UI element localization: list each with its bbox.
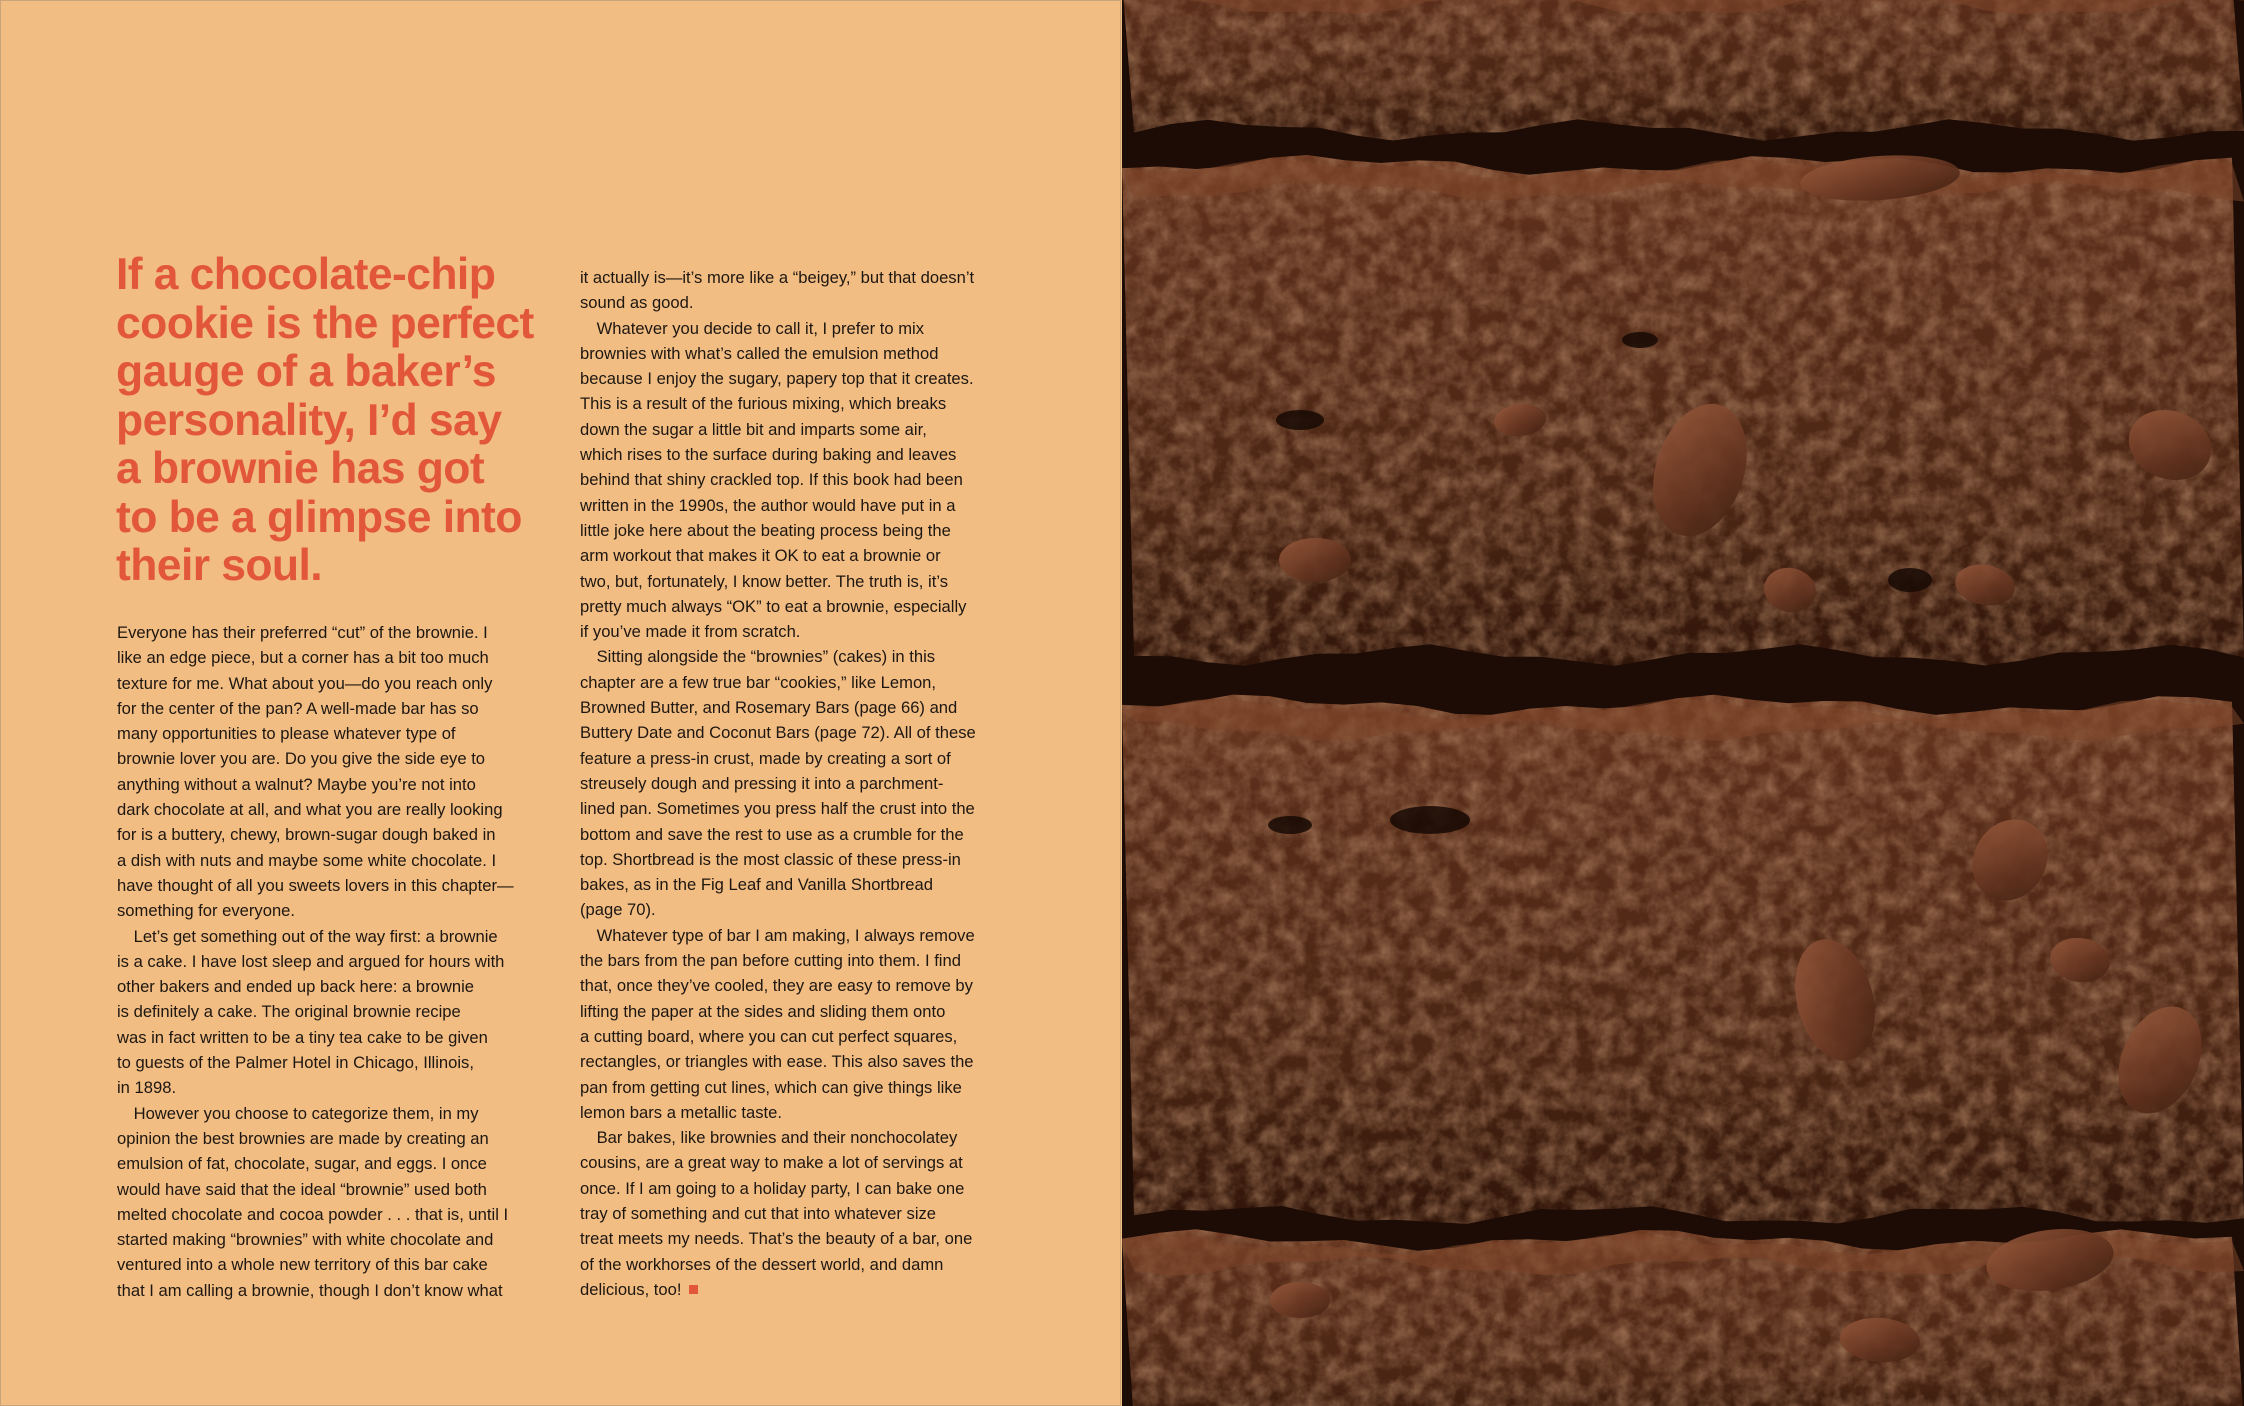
body-text-line: lemon bars a metallic taste. (580, 1102, 782, 1122)
body-text-line: written in the 1990s, the author would have put in a (580, 495, 956, 515)
body-text-line: little joke here about the beating process being the (580, 520, 951, 540)
headline-line: to be a glimpse into (116, 492, 522, 542)
body-text-line: Buttery Date and Coconut Bars (page 72). All of these (580, 723, 976, 743)
body-text-line: was in fact written to be a tiny tea cake to be given (117, 1027, 488, 1047)
body-text-line: many opportunities to please whatever type of (117, 724, 456, 744)
pull-quote-headline (116, 251, 556, 591)
body-text-line: bottom and save the rest to use as a crumble for the (580, 824, 964, 844)
body-text-line: pretty much always “OK” to eat a brownie, especially (580, 596, 967, 616)
body-text-line: have thought of all you sweets lovers in this chapter— (117, 875, 514, 895)
body-column-2 (580, 265, 1010, 1302)
body-text-line: This is a result of the furious mixing, which breaks (580, 394, 947, 414)
body-text-line: Bar bakes, like brownies and their nonchocolatey (580, 1128, 958, 1148)
body-text-line: behind that shiny crackled top. If this book had been (580, 470, 963, 490)
body-text-line: that I am calling a brownie, though I don’t know what (117, 1280, 503, 1300)
body-text-line: sound as good. (580, 293, 694, 313)
body-text-line: dark chocolate at all, and what you are really looking (117, 800, 503, 820)
body-text-line: the bars from the pan before cutting into them. I find (580, 951, 961, 971)
headline-line: gauge of a baker’s (116, 347, 496, 396)
body-text-line: top. Shortbread is the most classic of these press-in (580, 849, 961, 869)
body-text-line: which rises to the surface during baking and leaves (580, 445, 957, 465)
text-page (0, 0, 1121, 1406)
body-text-line: in 1898. (117, 1078, 177, 1098)
crumb-air-pocket (1390, 806, 1470, 834)
body-text-line: because I enjoy the sugary, papery top that it creates. (580, 369, 974, 389)
body-text-line: lined pan. Sometimes you press half the crust into the (580, 799, 975, 819)
body-text-line: it actually is—it’s more like a “beigey,” but that doesn’t (580, 268, 975, 287)
body-text-line: would have said that the ideal “brownie” used both (117, 1179, 487, 1199)
body-text-line: treat meets my needs. That’s the beauty of a bar, one (580, 1229, 973, 1249)
body-text-line: streusely dough and pressing it into a parchment- (580, 773, 944, 793)
body-text-line: a cutting board, where you can cut perfect squares, (580, 1026, 958, 1046)
body-text-line: arm workout that makes it OK to eat a brownie or (580, 546, 941, 566)
headline-line: cookie is the perfect (116, 298, 534, 348)
body-text-line: for is a buttery, chewy, brown-sugar dough baked in (117, 825, 496, 845)
body-text-line: started making “brownies” with white chocolate and (117, 1230, 494, 1250)
body-text-line: is a cake. I have lost sleep and argued for hours with (117, 951, 505, 971)
body-text-line: opinion the best brownies are made by creating an (117, 1128, 489, 1148)
body-text-line: emulsion of fat, chocolate, sugar, and eggs. I once (117, 1154, 487, 1174)
chocolate-chip (1279, 538, 1351, 582)
body-text-line: once. If I am going to a holiday party, I can bake one (580, 1178, 965, 1198)
body-text-line: for the center of the pan? A well-made bar has so (117, 698, 479, 718)
body-text-line: tray of something and cut that into whatever size (580, 1203, 937, 1223)
body-text-line: ventured into a whole new territory of this bar cake (117, 1255, 488, 1275)
body-text-line: pan from getting cut lines, which can give things like (580, 1077, 962, 1097)
body-text-line: Everyone has their preferred “cut” of the brownie. I (117, 623, 488, 642)
brownie-stack-illustration (1122, 0, 2244, 1406)
body-text-line: cousins, are a great way to make a lot of servings at (580, 1153, 963, 1173)
body-text-line: feature a press-in crust, made by creating a sort of (580, 748, 951, 768)
body-text-line: if you’ve made it from scratch. (580, 622, 801, 642)
body-text-line: texture for me. What about you—do you reach only (117, 673, 493, 693)
body-text-line: Whatever you decide to call it, I prefer to mix (580, 318, 924, 338)
body-text-line: two, but, fortunately, I know better. The truth is, it’s (580, 571, 949, 591)
brownie-crumb-texture (1122, 0, 2244, 141)
body-text-line: rectangles, or triangles with ease. This also saves the (580, 1052, 974, 1072)
body-text-line: chapter are a few true bar “cookies,” like Lemon, (580, 672, 937, 692)
body-text-line: that, once they’ve cooled, they are easy to remove by (580, 976, 973, 996)
brownie-crumb-texture (1122, 155, 2244, 666)
chocolate-chip (1270, 1282, 1330, 1318)
body-text-line: lifting the paper at the sides and sliding them onto (580, 1001, 946, 1021)
body-text-line: Whatever type of bar I am making, I always remove (580, 925, 975, 945)
body-text-line: Let’s get something out of the way first: a brownie (117, 926, 498, 946)
body-text-line: bakes, as in the Fig Leaf and Vanilla Shortbread (580, 875, 933, 895)
body-text-line: down the sugar a little bit and imparts some air, (580, 419, 927, 439)
body-text-line: Sitting alongside the “brownies” (cakes) in this (580, 647, 936, 667)
body-text-line: other bakers and ended up back here: a brownie (117, 977, 475, 997)
brownie-stack-photo (1122, 0, 2244, 1406)
body-text-line: anything without a walnut? Maybe you’re not into (117, 774, 476, 794)
crumb-air-pocket (1276, 410, 1324, 430)
body-column-1 (117, 620, 547, 1303)
body-text-line: a dish with nuts and maybe some white chocolate. I (117, 850, 497, 870)
body-text-line: is definitely a cake. The original brownie recipe (117, 1002, 461, 1022)
body-text-line: (page 70). (580, 900, 656, 920)
crumb-air-pocket (1888, 568, 1932, 592)
body-text-line: something for everyone. (117, 901, 296, 921)
headline-line: their soul. (116, 541, 323, 590)
body-text-line: melted chocolate and cocoa powder . . . that is, until I (117, 1204, 509, 1224)
body-text-line: delicious, too! (580, 1277, 1010, 1302)
body-text-line: brownies with what’s called the emulsion method (580, 343, 939, 363)
body-text-line: like an edge piece, but a corner has a bit too much (117, 648, 489, 668)
body-text-line: brownie lover you are. Do you give the side eye to (117, 749, 486, 769)
body-text-line: to guests of the Palmer Hotel in Chicago, Illinois, (117, 1053, 474, 1073)
crumb-air-pocket (1622, 332, 1658, 348)
body-text-line: of the workhorses of the dessert world, and damn (580, 1254, 944, 1274)
end-of-article-mark (689, 1285, 698, 1294)
headline-line: If a chocolate-chip (116, 250, 496, 299)
headline-line: a brownie has got (116, 444, 485, 493)
crumb-air-pocket (1268, 816, 1312, 834)
body-text-line: However you choose to categorize them, in my (117, 1103, 479, 1123)
headline-line: personality, I’d say (116, 395, 502, 445)
body-text-line: Browned Butter, and Rosemary Bars (page 66) and (580, 698, 958, 718)
